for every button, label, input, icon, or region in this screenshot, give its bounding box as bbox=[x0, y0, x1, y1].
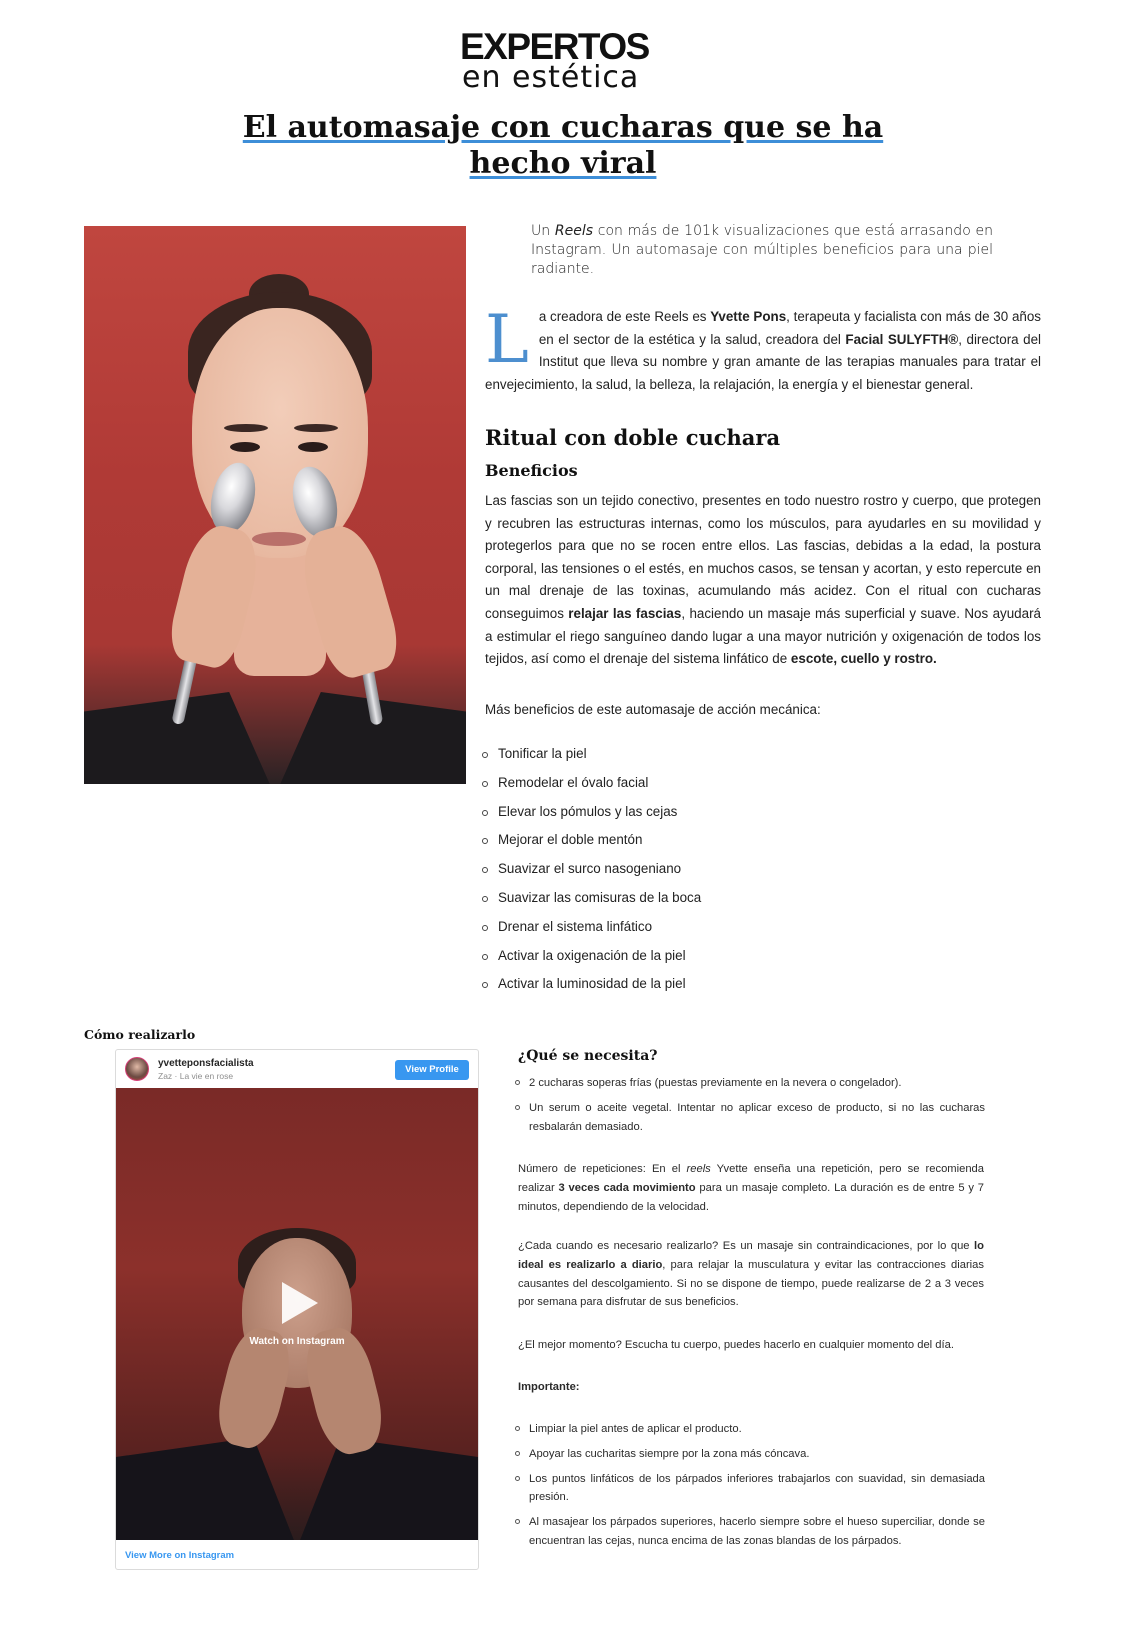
photo-eye-right bbox=[298, 442, 328, 452]
article-intro bbox=[531, 222, 993, 279]
lead-paragraph bbox=[485, 301, 1041, 396]
list-item: Suavizar las comisuras de la boca bbox=[482, 890, 701, 919]
freq-text-1: ¿Cada cuando es necesario realizarlo? Es un masaje sin contraindicaciones, por lo que bbox=[518, 1240, 975, 1252]
freq-text-2: , para relajar la musculatura y evitar las contracciones diarias causantes del descolgamiento. Si no se dispone de tiempo, puede realizarse de 2 a 3 veces por semana para disfrutar de sus beneficios. bbox=[518, 1258, 984, 1309]
subsection-title: Beneficios bbox=[485, 461, 578, 480]
list-item: Remodelar el óvalo facial bbox=[482, 775, 701, 804]
reps-text-1: Número de repeticiones: En el bbox=[518, 1163, 687, 1175]
lead-text-3: , directora del Institut que lleva su nombre y gran amante de las terapias manuales para tratar el envejecimiento, la salud, la belleza, la relajación, la energía y el bienestar general. bbox=[485, 331, 1041, 392]
list-item: Un serum o aceite vegetal. Intentar no aplicar exceso de producto, si no las cucharas resbalarán demasiado. bbox=[515, 1099, 985, 1137]
instagram-header bbox=[116, 1050, 478, 1088]
view-more-link[interactable]: View More on Instagram bbox=[125, 1550, 235, 1561]
watch-on-instagram-label[interactable]: Watch on Instagram bbox=[249, 1336, 345, 1347]
intro-text-1: Un bbox=[531, 223, 555, 239]
lead-bold-facial: Facial SULYFTH® bbox=[845, 331, 959, 347]
logo-line-2: en estética bbox=[462, 60, 640, 95]
hero-photo bbox=[84, 226, 466, 784]
list-item: Apoyar las cucharitas siempre por la zona más cóncava. bbox=[515, 1445, 985, 1464]
freq-bold: lo ideal es realizarlo a diario bbox=[518, 1240, 984, 1271]
more-benefits-text: Más beneficios de este automasaje de acción mecánica: bbox=[485, 702, 821, 717]
video-shirt bbox=[116, 1418, 478, 1540]
fascias-bold-1: relajar las fascias bbox=[568, 605, 682, 621]
fascias-text-2: , haciendo un masaje más superficial y suave. Nos ayudará a estimular el riego sanguíneo dando lugar a una mayor nutrición y oxigenación de todos los tejidos, así como el drenaje del sistema linfático de bbox=[485, 605, 1041, 667]
reps-bold: 3 veces cada movimiento bbox=[558, 1181, 696, 1194]
instagram-video[interactable] bbox=[116, 1088, 478, 1540]
list-item: Suavizar el surco nasogeniano bbox=[482, 861, 701, 890]
drop-cap: L bbox=[485, 301, 529, 378]
howto-title: Cómo realizarlo bbox=[84, 1027, 196, 1042]
list-item: Al masajear los párpados superiores, hacerlo siempre sobre el hueso superciliar, donde se encuentran las cejas, nunca encima de las zonas blandas de los párpados. bbox=[515, 1513, 985, 1551]
best-moment-paragraph: ¿El mejor momento? Escucha tu cuerpo, puedes hacerlo en cualquier momento del día. bbox=[518, 1339, 954, 1351]
logo-line-1: EXPERTOS bbox=[460, 26, 649, 67]
list-item: Activar la oxigenación de la piel bbox=[482, 948, 701, 977]
photo-brow-right bbox=[294, 424, 338, 432]
needs-list bbox=[515, 1074, 985, 1142]
lead-text-2: , terapeuta y facialista con más de 30 años en el sector de la estética y la salud, creadora del bbox=[538, 309, 1041, 347]
intro-text-2: con más de 101k visualizaciones que está arrasando en Instagram. Un automasaje con múltiples beneficios para una piel radiante. bbox=[531, 223, 993, 277]
fascias-bold-2: escote, cuello y rostro. bbox=[790, 651, 937, 667]
list-item: Limpiar la piel antes de aplicar el producto. bbox=[515, 1420, 985, 1439]
list-item: 2 cucharas soperas frías (puestas previamente en la nevera o congelador). bbox=[515, 1074, 985, 1093]
instagram-embed[interactable] bbox=[115, 1049, 479, 1570]
lead-bold-name: Yvette Pons bbox=[710, 309, 787, 324]
section-title: Ritual con doble cuchara bbox=[485, 425, 781, 450]
intro-emphasis: Reels bbox=[554, 223, 594, 239]
reps-text-3: para un masaje completo. La duración es de entre 5 y 7 minutos, dependiendo de la velocidad. bbox=[518, 1181, 984, 1213]
list-item: Elevar los pómulos y las cejas bbox=[482, 804, 701, 833]
photo-shirt bbox=[84, 666, 466, 784]
repetitions-paragraph bbox=[518, 1160, 984, 1216]
photo-lips bbox=[252, 532, 306, 546]
list-item: Activar la luminosidad de la piel bbox=[482, 976, 701, 1005]
site-logo[interactable] bbox=[460, 26, 670, 95]
avatar[interactable] bbox=[125, 1057, 149, 1081]
reps-emphasis: reels bbox=[686, 1163, 711, 1175]
photo-eye-left bbox=[230, 442, 260, 452]
fascias-paragraph bbox=[485, 490, 1041, 671]
instagram-username[interactable]: yvetteponsfacialista bbox=[158, 1058, 254, 1069]
needs-title: ¿Qué se necesita? bbox=[518, 1048, 658, 1064]
list-item: Tonificar la piel bbox=[482, 746, 701, 775]
important-title: Importante: bbox=[518, 1381, 580, 1393]
important-list bbox=[515, 1420, 985, 1557]
instagram-song: Zaz · La vie en rose bbox=[158, 1071, 234, 1081]
fascias-text-1: Las fascias son un tejido conectivo, presentes en todo nuestro rostro y cuerpo, que protegen y recubren las estructuras internas, como los músculos, para ayudarles en su movilidad y protegerlos para que no se rocen entre ellos. Las fascias, debidas a la edad, la postura corporal, las tensiones o el estés, en muchos casos, se tensan y acortan, y esto repercute en un mal drenaje de las toxinas, acumulando más acidez. Con el ritual con cucharas conseguimos bbox=[485, 493, 1041, 621]
view-profile-button[interactable]: View Profile bbox=[395, 1060, 469, 1080]
list-item: Drenar el sistema linfático bbox=[482, 919, 701, 948]
play-icon[interactable] bbox=[274, 1280, 320, 1326]
article-title-text: El automasaje con cucharas que se ha hecho viral bbox=[242, 110, 884, 181]
benefits-list bbox=[482, 746, 701, 1005]
frequency-paragraph bbox=[518, 1237, 984, 1312]
list-item: Mejorar el doble mentón bbox=[482, 832, 701, 861]
reps-text-2: Yvette enseña una repetición, pero se recomienda realizar bbox=[518, 1163, 984, 1194]
photo-brow-left bbox=[224, 424, 268, 432]
article-title bbox=[230, 110, 896, 182]
list-item: Los puntos linfáticos de los párpados inferiores trabajarlos con suavidad, sin demasiada presión. bbox=[515, 1470, 985, 1508]
lead-text-1: a creadora de este Reels es bbox=[538, 309, 711, 324]
